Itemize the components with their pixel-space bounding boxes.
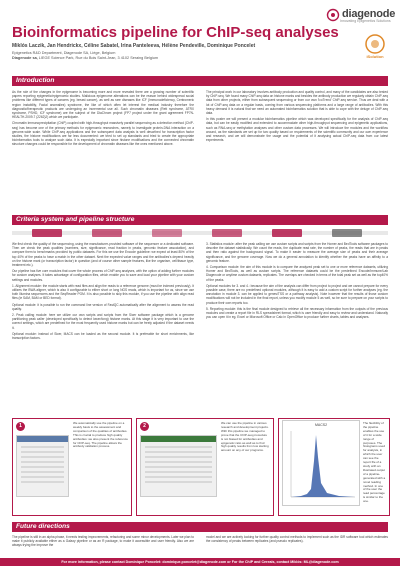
use-case-box-1 xyxy=(12,418,132,516)
use-case-number-2: 2 xyxy=(140,422,149,431)
criteria-left-column xyxy=(12,242,194,414)
partner-logo xyxy=(356,32,394,62)
section-bar-criteria xyxy=(12,215,388,225)
future-right-column xyxy=(206,535,388,555)
section-bar-future xyxy=(12,522,388,532)
pipeline-flow-diagram xyxy=(12,228,388,238)
affiliation-2-address: LIEGE Science Park, Rue du Bois Saint-Jean, 3 4102 Seraing Belgium xyxy=(37,56,159,61)
diagenode-mark-icon xyxy=(326,8,340,22)
affiliation-1: Epigenetics R&D Department, Diagenode SA, Liège, Belgium xyxy=(12,51,116,55)
intro-right-paragraph-1: The principal work in our laboratory involves antibody production and quality control, and many of the candidates are also tested by ChIP-seq. We found many ChIP-seq data on histone marks and besides the antibody production we regularly obtain ChIP-seq data from other projects, either from subsequent sequencing or from our own 'IcoTrend' ChIP-seq service. Thus we deal with a lot of ChIP-seq data on a regular basis, coming from various sequencing platforms and a large range of antibodies. With this heavy demand it is natural that we need an automated bioinformatics solution that is able to cope with the deluge of ChIP-seq data. xyxy=(206,90,388,116)
criteria-left-paragraph-2: Our pipeline has five core modules that cover the whole process of ChIP-seq analyses, with the option of adding further modules for custom analyses. It takes advantage of configuration files, which enable you to save and load your pipeline with your custom settings and modules. xyxy=(12,269,194,282)
poster-title: Bioinformatics pipeline for ChIP-seq analyses xyxy=(12,24,339,41)
criteria-left-paragraph-3: 1. Alignment module: the module starts with read files and align the reads to a reference genome (must be indexed previously). It utilizes the BWA aligner, which is also it configurable to either short or long NGS reads, which is important for us, since we use both Illumina sequencers and the SeqReader PGM. It is also possible to skip this module, if you use the pipeline with align read files (ie SAM, BAM or BED format). xyxy=(12,283,194,301)
chart-title: MACS2 xyxy=(314,423,328,427)
intro-right-column xyxy=(206,90,388,212)
intro-right-paragraph-2: In this poster we will present a modular bioinformatics pipeline which was developed specifically for the analysis of ChIP-seq data, but can be easily modified and extended to accommodate other high-throughput sequencing and epigenetic applications, such as RNA-seq or methylation analyses and other custom data processes. We will introduce the modules and the workflow around, as the standards we set up for two quality based on requirements of the scientific community and our own experience and research, and we will demonstrate the usage and the potential of it analysing actual ChIP-seq data from our latest experiments. xyxy=(206,117,388,143)
use-case-text-2: We can use the pipeline in various research and development projects. With this pipeline we managed to prove that the ChIP-seq procedure is not biased for antibodies and epigenetic ratio as well as to find high quality results from low starting amount on any of our programs. xyxy=(221,421,269,453)
footer-bar xyxy=(0,558,400,566)
histogram-plot xyxy=(283,421,359,505)
criteria-left-paragraph-6: Optional module: instead of Sicer, MACS can be loaded as the second module. It is preferable for short enrichments, like transcription factors. xyxy=(12,331,194,341)
criteria-right-paragraph-2: 4. Comparison module: the aim of this module is to compare the analyzed peak set to one or more reference datasets, utilizing Homer and BedTools, as well as custom scripts. The reference datasets could be the predefined Encode/Immune/Lab Diagenode or anytime custom datasets, replicates. The overlaps are checked in terms of the total peak set as well as the top40% of the peaks. xyxy=(206,265,388,282)
future-left-text: The pipeline is still in an alpha phase, it needs testing improvements, refactoring and some minor developments. Later we plan to make it publicly available either as a Galaxy pipeline or as an R package, to make it accessible and user friendly. Also we are always trying the improve the xyxy=(12,535,194,548)
criteria-right-paragraph-4: 5. Reporting module: this is the final module designed to retrieve all the necessary information from the outputs of the previous modules and create a report file in RLS spreadsheet format, which is user friendly and easy to review and understand. Naturally you can open it in eg. Excel or Microsoft Office or Calc in OpenOffice to produce further charts, tables and analyses. xyxy=(206,306,388,320)
footer-contact: For more information, please contact Dominique Poncelet: dominique.poncelet@diagenode.com or For the ChIP and Cereals, contact Miklós: ML@diagenode.com xyxy=(61,560,339,564)
affiliations xyxy=(12,51,158,62)
criteria-left-paragraph-1: We first check the quality of the sequencing, using the manufacturer-provided software of the sequencer or a dedicated software. Then we check the peak qualities (numbers, size, significance, read fraction in peaks, genomic feature association), and compare them to benchmarks provided by public datasets. For this we use the Encode guideline: we expect at least 80% of the top 40% of the peaks to have a match in the other dataset. Next the expected value ranges and the antibodies's depend heavily on the histone mark (or transcription factor) in question (and of course other sample features, like the organism, cell/tissue type, treatment etc.). xyxy=(12,242,194,268)
use-case-number-1: 1 xyxy=(16,422,25,431)
logo-text: diagenode xyxy=(342,8,396,20)
criteria-left-paragraph-5: 2. Peak calling module: here we utilize our own scripts and scripts from the Sicer software package which is a genome partitioning peak caller (developed specifically to detect lower/long) histone marks. At this stage it is very important to use the correct settings, which are predefined for the most frequently used histone marks but can be freely adjusted if the dataset needs it. xyxy=(12,313,194,330)
criteria-left-paragraph-4: Optional module: it is possible to run the command line version of FastQC automatically after the alignment to assess the read quality. xyxy=(12,302,194,311)
section-bar-introduction xyxy=(12,76,388,86)
criteria-right-paragraph-3: Optional modules for 3. and 4.: because the aim of the analysis can differ from project to project and we cannot prepare for every possible case, there are no predefined optional modules, although it is easy to add a custom script for further analyses (eg. the annotation in module 3. can be applied to genes/TSS or a pathway analysis). Note however that the results of those custom modifications will not be included in the final report, unless you modify module 5 as well, so be sure to prepare on your scripts to produce their own reports too. xyxy=(206,283,388,305)
future-left-column xyxy=(12,535,194,555)
affiliation-2 xyxy=(12,56,158,61)
future-right-text: model and we are actively looking for further quality control methods to implement such as the IDR software tool which estimates the consistency of peaks between replicates (and pseudo replicates). xyxy=(206,535,388,544)
peak-histogram-chart xyxy=(282,420,360,506)
section-title-future: Future directions xyxy=(16,523,70,530)
criteria-right-column xyxy=(206,242,388,414)
use-case-text-1: We automatically use the pipeline on a weekly basis to the assessment and comparison of the qualities of antibodies. This is crucial to produce high quality antibodies: we also present the reference for ChIP-seq. The pipeline allows the antibody validation process. xyxy=(73,421,128,449)
use-case-screenshot-1 xyxy=(16,435,69,497)
use-case-box-2 xyxy=(136,418,274,516)
criteria-right-paragraph-1: 3. Statistics module: after the peak calling we use custom scripts and scripts from the Homer and BedTools software packages to describe the dataset statistically. We count the reads, the duplicate read rate, the number of peaks, the reads that are in peaks and then ratio against the background signal. To make it easier to measure the average size of peaks and their average significance, and the genome coverage. Now we do a general annotation to identify whether the peaks have an affinity to a genomic feature. xyxy=(206,242,388,263)
intro-left-paragraph-1: As the role of the changes in the epigenome is becoming more and more revealed there are a growing number of scientific papers reporting epigenetic/epigenomic studies. Malicious epigenome alterations can be the reason behind widespread social problems like different types of cancers (eg. breast cancer), as well as rare diseases like ICF (Immunodeficiency, Centromeric region instability, Facial anomalies) syndrome, the like of which often let interest the medical industry therefore the diagnostic/therapeutic products are undergoing an incremental use all. Such chromatin diseases (Rett syndrome, ATRX syndrome, PSHD, ICF syndrome) are the subject of the DiaChrom project (FP7 project under the grant agreement FP7N-HEALTH-2009-7 (2262)2) which we participate. xyxy=(12,90,194,120)
section-title-criteria: Criteria system and pipeline structure xyxy=(16,216,135,223)
affiliation-2-org: Diagenode sa, xyxy=(12,56,38,61)
partner-logo-text: iSolution xyxy=(366,54,384,59)
section-title-introduction: Introduction xyxy=(16,77,55,84)
intro-left-paragraph-2: Chromatin Immunoprecipitation (ChIP) coupled with high-throughput massively parallel sequencing as a detection method (ChIP-seq) has become one of the primary methods for epigenomic researches, namely to investigate protein-DNA interaction on a genome-wide scale. While ChIP-seq applications and the subsequent data analysis is well described for transcription factor studies, the histone modifications are far less documented: we tried to set up standards and tried to create the appropriate bioinformatics tools to analyze such data. It is especially important since histone modifications and the connected chromatin structure changes could be responsible for the development of chromatin diseases like the ones mentioned above. xyxy=(12,121,194,147)
use-case-text-3: The flexibility of the pipeline enables the use of it for a wide range of purposes. The histograms used for analysis, in which the user can see the report file of a study with an illustrated output of a pipeline-generated with a novel reading method. In one of the user the read percentage is similar to the one. xyxy=(363,421,386,504)
intro-left-column xyxy=(12,90,194,212)
use-case-screenshot-2 xyxy=(140,435,217,497)
authors: Miklós Laczik, Jan Hendrickx, Céline Sabatel, Irina Panteleeva, Hélène Pendeville, Dominique Poncelet xyxy=(12,43,256,49)
logo-tagline: Innovating Epigenetics Solutions xyxy=(340,19,391,23)
